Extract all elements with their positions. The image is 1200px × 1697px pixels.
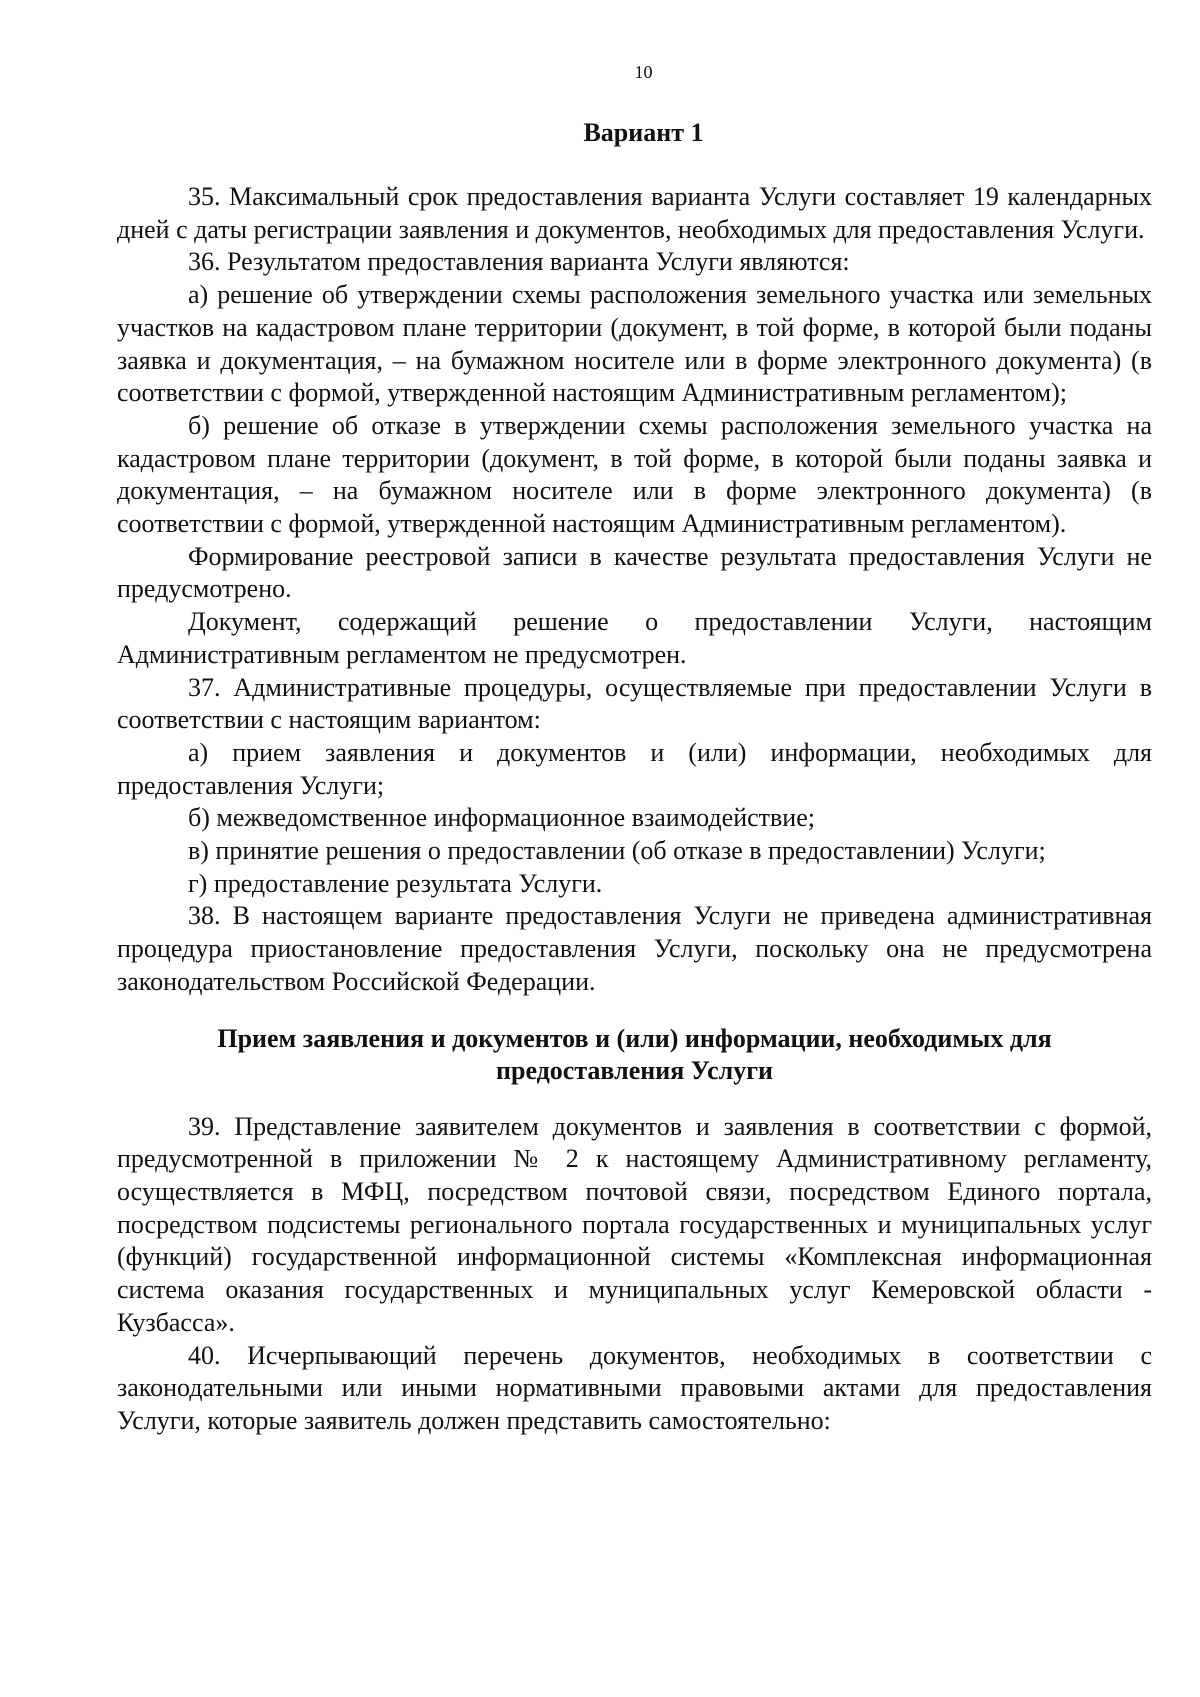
paragraph-37-item-b: б) межведомственное информационное взаимодействие; <box>188 803 815 833</box>
section-heading-line-1: Прием заявления и документов и (или) информации, необходимых для <box>217 1023 1052 1053</box>
page-number: 10 <box>634 62 653 82</box>
paragraph-36: 36. Результатом предоставления варианта Услуги являются: <box>188 247 850 277</box>
paragraph-registry-record: Формирование реестровой записи в качестве результата предоставления Услуги не предусмотрено. <box>117 541 1152 604</box>
paragraph-36-item-b: б) решение об отказе в утверждении схемы расположения земельного участка на кадастровом плане территории (документ, в той форме, в которой были поданы заявка и документация, – на бумажном носителе или в форме электронного документа) (в соответствии с формой, утвержденной настоящим Административным регламентом). <box>117 410 1152 539</box>
variant-heading: Вариант 1 <box>583 118 704 147</box>
paragraph-decision-document: Документ, содержащий решение о предоставлении Услуги, настоящим Административным регламентом не предусмотрен. <box>117 607 1152 669</box>
section-heading-line-2: предоставления Услуги <box>496 1055 773 1085</box>
paragraph-39: 39. Представление заявителем документов и заявления в соответствии с формой, предусмотренной в приложении № 2 к настоящему Административному регламенту, осуществляется в МФЦ, посредством почтовой связи, посредством Единого портала, посредством подсистемы регионального портала государственных и муниципальных услуг (функций) государственной информационной системы «Комплексная информационная система оказания государственных и муниципальных услуг Кемеровской области - Кузбасса». <box>117 1111 1152 1337</box>
section-heading <box>117 1023 1152 1087</box>
paragraph-35: 35. Максимальный срок предоставления варианта Услуги составляет 19 календарных дней с даты регистрации заявления и документов, необходимых для предоставления Услуги. <box>117 182 1152 244</box>
paragraph-40: 40. Исчерпывающий перечень документов, необходимых в соответствии с законодательными или иными нормативными правовыми актами для предоставления Услуги, которые заявитель должен представить самостоятельно: <box>117 1340 1152 1435</box>
paragraph-38: 38. В настоящем варианте предоставления Услуги не приведена административная процедура приостановление предоставления Услуги, поскольку она не предусмотрена законодательством Российской Федерации. <box>117 901 1152 996</box>
paragraph-37-item-g: г) предоставление результата Услуги. <box>188 868 603 898</box>
document-page <box>117 60 1152 1438</box>
paragraph-37-item-v: в) принятие решения о предоставлении (об отказе в предоставлении) Услуги; <box>188 836 1046 866</box>
paragraph-37-item-a: а) прием заявления и документов и (или) информации, необходимых для предоставления Услуги; <box>117 737 1152 800</box>
paragraph-36-item-a: а) решение об утверждении схемы расположения земельного участка или земельных участков на кадастровом плане территории (документ, в той форме, в которой были поданы заявка и документация, – на бумажном носителе или в форме электронного документа) (в соответствии с формой, утвержденной настоящим Административным регламентом); <box>117 280 1152 408</box>
paragraph-37: 37. Административные процедуры, осуществляемые при предоставлении Услуги в соответствии с настоящим вариантом: <box>117 672 1152 735</box>
